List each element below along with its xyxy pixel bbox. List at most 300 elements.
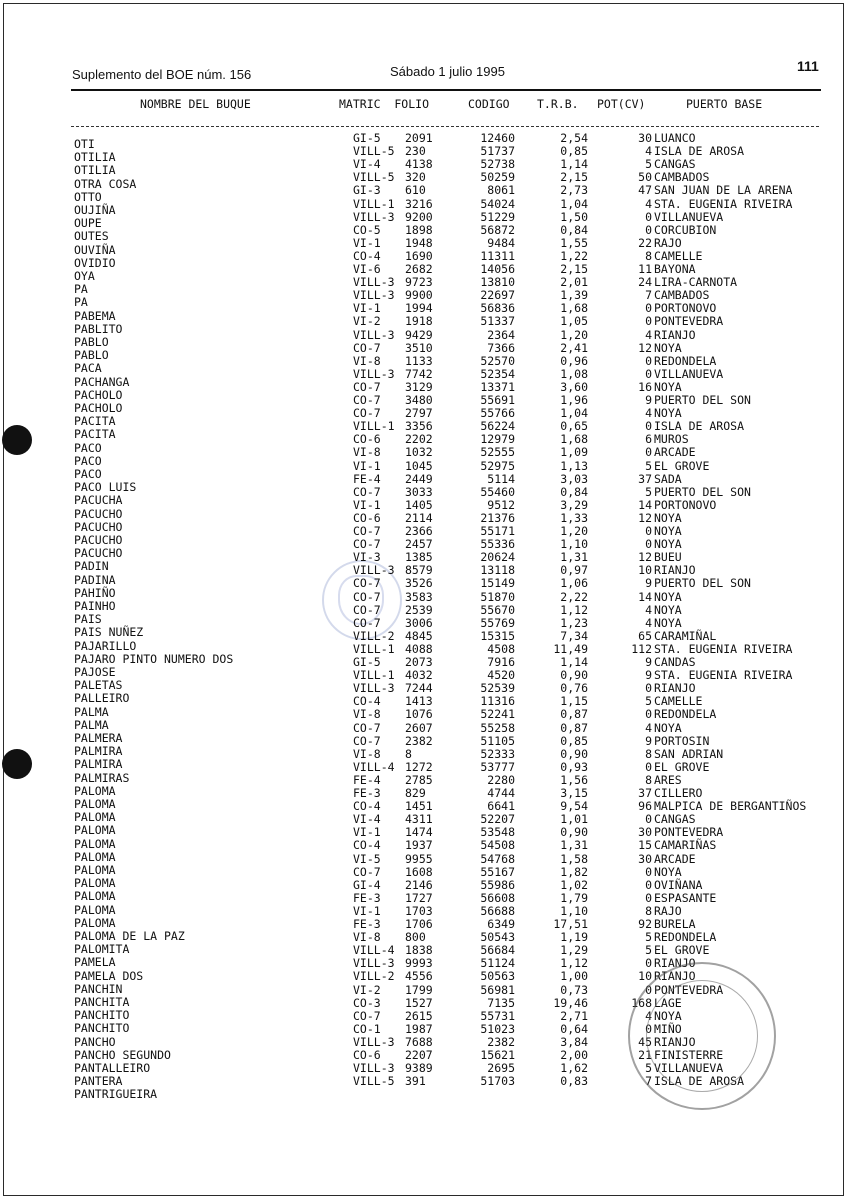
row-pot: 4 <box>645 196 652 211</box>
row-trb: 2,71 <box>560 1008 588 1023</box>
row-codigo: 20624 <box>480 550 515 565</box>
row-matric: VILL-3 <box>353 327 395 342</box>
row-pot: 0 <box>645 209 652 224</box>
row-trb: 1,05 <box>560 314 588 329</box>
row-pot: 0 <box>645 314 652 329</box>
row-matric: VILL-5 <box>353 1074 395 1089</box>
row-codigo: 53548 <box>480 825 515 840</box>
row-name: PANCHITO <box>74 1008 130 1023</box>
row-codigo: 55167 <box>480 864 515 879</box>
row-trb: 1,14 <box>560 157 588 172</box>
row-pot: 0 <box>645 890 652 905</box>
row-matric: FE-3 <box>353 917 381 931</box>
row-folio: 9389 <box>405 1061 433 1076</box>
row-matric: VI-1 <box>353 903 381 918</box>
row-name: PAJARO PINTO NUMERO DOS <box>74 651 234 666</box>
row-puerto: MALPICA DE BERGANTIÑOS <box>654 799 807 814</box>
col-header-matric-folio: MATRIC FOLIO <box>339 97 430 111</box>
row-pot: 0 <box>645 419 652 434</box>
row-folio: 1918 <box>405 314 433 329</box>
row-matric: VILL-3 <box>353 209 395 224</box>
row-pot: 4 <box>645 602 652 617</box>
row-name: PALOMA <box>74 876 116 891</box>
row-name: PAHIÑO <box>74 585 116 600</box>
row-pot: 4 <box>645 327 652 342</box>
row-trb: 1,06 <box>560 576 588 591</box>
row-folio: 1838 <box>405 943 433 958</box>
row-folio: 3006 <box>405 615 433 630</box>
row-codigo: 55731 <box>480 1008 515 1023</box>
row-pot: 0 <box>645 524 652 538</box>
row-pot: 96 <box>638 799 652 814</box>
row-pot: 12 <box>638 340 652 355</box>
row-puerto: OVIÑANA <box>654 877 703 892</box>
row-codigo: 6641 <box>487 799 515 814</box>
row-puerto: NOYA <box>654 602 682 617</box>
row-codigo: 54768 <box>480 851 515 866</box>
row-matric: VI-6 <box>353 262 381 276</box>
row-codigo: 56872 <box>480 222 515 237</box>
row-name: PANTALLEIRO <box>74 1061 151 1075</box>
row-folio: 1898 <box>405 222 433 237</box>
row-name: PALOMITA <box>74 942 130 957</box>
row-name: PACHOLO <box>74 387 123 402</box>
row-matric: CO-7 <box>353 484 381 499</box>
row-matric: VILL-3 <box>353 275 395 290</box>
row-pot: 5 <box>645 157 652 172</box>
row-puerto: CAMBADOS <box>654 170 710 185</box>
row-matric: VI-1 <box>353 825 381 840</box>
row-folio: 2146 <box>405 877 433 892</box>
row-folio: 2457 <box>405 537 433 552</box>
row-folio: 4556 <box>405 969 433 984</box>
row-folio: 800 <box>405 930 426 945</box>
row-name: PALOMA <box>74 889 116 904</box>
row-folio: 9955 <box>405 851 433 866</box>
row-pot: 12 <box>638 550 652 565</box>
row-name: PAMELA DOS <box>74 968 144 983</box>
row-matric: CO-4 <box>353 248 381 263</box>
row-codigo: 54024 <box>480 196 515 211</box>
row-folio: 2785 <box>405 772 433 787</box>
row-codigo: 56836 <box>480 301 515 316</box>
row-pot: 8 <box>645 248 652 263</box>
row-puerto: ESPASANTE <box>654 890 717 905</box>
row-matric: VILL-3 <box>353 956 395 971</box>
row-folio: 320 <box>405 170 426 185</box>
row-matric: VI-2 <box>353 982 381 997</box>
row-matric: VI-4 <box>353 157 381 172</box>
row-codigo: 51337 <box>480 314 515 329</box>
row-matric: VILL-3 <box>353 681 395 696</box>
row-name: PALOMA <box>74 863 116 877</box>
row-name: PALMIRA <box>74 757 123 772</box>
row-folio: 1799 <box>405 982 433 997</box>
row-folio: 2382 <box>405 733 433 748</box>
row-codigo: 8061 <box>487 183 515 198</box>
row-puerto: CAMELLE <box>654 248 703 263</box>
row-name: PALMERA <box>74 731 123 745</box>
row-pot: 47 <box>638 183 652 198</box>
row-name: PA <box>74 295 88 310</box>
row-puerto: BURELA <box>654 917 696 931</box>
row-trb: 1,31 <box>560 838 588 853</box>
row-trb: 1,20 <box>560 327 588 342</box>
row-name: PALOMA <box>74 915 116 930</box>
row-puerto: SAN ADRIAN <box>654 746 724 761</box>
row-pot: 7 <box>645 288 652 303</box>
row-name: PALOMA <box>74 797 116 811</box>
row-codigo: 50563 <box>480 969 515 984</box>
row-trb: 1,31 <box>560 550 588 565</box>
row-pot: 0 <box>645 445 652 460</box>
row-folio: 2091 <box>405 131 433 145</box>
row-puerto: PUERTO DEL SON <box>654 393 751 407</box>
row-pot: 50 <box>638 170 652 185</box>
row-puerto: CAMELLE <box>654 694 703 709</box>
row-pot: 45 <box>638 1034 652 1049</box>
row-trb: 9,54 <box>560 799 588 814</box>
row-matric: VILL-1 <box>353 196 395 211</box>
row-puerto: VILLANUEVA <box>654 366 724 381</box>
row-puerto: BUEU <box>654 550 682 565</box>
row-name: PALOMA <box>74 783 116 798</box>
row-matric: GI-5 <box>353 131 381 145</box>
row-trb: 1,10 <box>560 903 588 918</box>
row-trb: 1,09 <box>560 445 588 460</box>
row-trb: 0,96 <box>560 353 588 368</box>
row-puerto: PUERTO DEL SON <box>654 576 751 591</box>
row-folio: 3480 <box>405 393 433 407</box>
row-codigo: 13118 <box>480 563 515 578</box>
row-codigo: 55986 <box>480 877 515 892</box>
row-trb: 1,10 <box>560 537 588 552</box>
row-codigo: 13810 <box>480 275 515 290</box>
row-name: PALMA <box>74 717 109 732</box>
row-trb: 1,15 <box>560 694 588 709</box>
row-puerto: ARES <box>654 772 682 787</box>
row-pot: 0 <box>645 707 652 722</box>
row-codigo: 55691 <box>480 393 515 407</box>
row-pot: 112 <box>631 641 652 656</box>
row-folio: 8579 <box>405 563 433 578</box>
row-codigo: 55670 <box>480 602 515 617</box>
row-folio: 4032 <box>405 668 433 683</box>
row-puerto: VILLANUEVA <box>654 1061 724 1076</box>
row-trb: 2,22 <box>560 589 588 604</box>
row-name: PANCHO SEGUNDO <box>74 1047 171 1062</box>
row-codigo: 4744 <box>487 786 515 800</box>
row-puerto: SADA <box>654 471 682 486</box>
row-puerto: LUANCO <box>654 131 696 145</box>
row-trb: 1,29 <box>560 943 588 958</box>
row-name: PABLITO <box>74 321 123 336</box>
row-matric: CO-7 <box>353 1008 381 1023</box>
row-puerto: NOYA <box>654 1008 682 1023</box>
row-name: PALOMA <box>74 836 116 851</box>
publication-title: Suplemento del BOE núm. 156 <box>72 67 252 82</box>
row-name: OTRA COSA <box>74 176 137 191</box>
row-folio: 2682 <box>405 262 433 276</box>
row-trb: 1,04 <box>560 196 588 211</box>
row-pot: 8 <box>645 903 652 918</box>
header-dashed-rule <box>71 126 819 127</box>
row-puerto: CARAMIÑAL <box>654 628 717 643</box>
row-trb: 1,33 <box>560 510 588 525</box>
row-name: PAMELA <box>74 955 116 970</box>
row-puerto: RIANJO <box>654 956 696 971</box>
row-matric: VI-1 <box>353 301 381 316</box>
row-puerto: NOYA <box>654 379 682 394</box>
row-puerto: PORTONOVO <box>654 301 717 316</box>
row-codigo: 7916 <box>487 655 515 669</box>
row-matric: CO-5 <box>353 222 381 237</box>
row-matric: VILL-3 <box>353 563 395 578</box>
row-pot: 0 <box>645 864 652 879</box>
row-puerto: CANDAS <box>654 655 696 669</box>
row-codigo: 51229 <box>480 209 515 224</box>
row-folio: 4311 <box>405 812 433 827</box>
row-puerto: CANGAS <box>654 812 696 827</box>
row-puerto: LIRA-CARNOTA <box>654 275 738 290</box>
row-matric: VI-8 <box>353 930 381 945</box>
row-codigo: 51105 <box>480 733 515 748</box>
row-pot: 4 <box>645 144 652 159</box>
row-matric: VILL-5 <box>353 170 395 185</box>
row-puerto: RIANJO <box>654 327 696 342</box>
row-codigo: 11311 <box>480 248 515 263</box>
row-name: PAIS NUÑEZ <box>74 625 144 640</box>
row-trb: 0,90 <box>560 825 588 840</box>
row-pot: 4 <box>645 615 652 630</box>
row-codigo: 56224 <box>480 419 515 434</box>
row-folio: 1045 <box>405 458 433 473</box>
row-name: PANTRIGUEIRA <box>74 1087 158 1102</box>
row-folio: 2607 <box>405 720 433 735</box>
row-name: PALOMA <box>74 823 116 838</box>
row-codigo: 9512 <box>487 497 515 512</box>
row-pot: 12 <box>638 510 652 525</box>
row-name: PA <box>74 282 88 297</box>
row-puerto: LAGE <box>654 995 682 1010</box>
row-puerto: RIANJO <box>654 1034 696 1049</box>
row-folio: 7688 <box>405 1034 433 1049</box>
row-matric: VI-5 <box>353 851 381 866</box>
row-trb: 1,62 <box>560 1061 588 1076</box>
row-pot: 0 <box>645 956 652 971</box>
row-folio: 1703 <box>405 903 433 918</box>
row-folio: 2539 <box>405 602 433 617</box>
row-matric: VI-8 <box>353 445 381 460</box>
row-trb: 0,90 <box>560 668 588 683</box>
row-trb: 1,02 <box>560 877 588 892</box>
row-trb: 7,34 <box>560 628 588 643</box>
row-folio: 3510 <box>405 340 433 355</box>
row-pot: 8 <box>645 746 652 761</box>
row-folio: 1608 <box>405 864 433 879</box>
row-codigo: 56684 <box>480 943 515 958</box>
row-folio: 9429 <box>405 327 433 342</box>
row-matric: CO-7 <box>353 720 381 735</box>
row-matric: VILL-2 <box>353 969 395 984</box>
row-matric: CO-7 <box>353 537 381 552</box>
row-matric: CO-7 <box>353 393 381 407</box>
col-header-name: NOMBRE DEL BUQUE <box>140 97 251 111</box>
row-codigo: 52570 <box>480 353 515 368</box>
row-trb: 1,39 <box>560 288 588 303</box>
row-codigo: 52241 <box>480 707 515 722</box>
official-stamp <box>628 962 776 1110</box>
row-matric: CO-7 <box>353 576 381 591</box>
row-name: OTI <box>74 137 95 151</box>
row-puerto: RAJO <box>654 235 682 250</box>
row-folio: 1076 <box>405 707 433 722</box>
row-folio: 3129 <box>405 379 433 394</box>
row-folio: 1948 <box>405 235 433 250</box>
row-folio: 610 <box>405 183 426 198</box>
row-codigo: 15621 <box>480 1048 515 1062</box>
row-pot: 0 <box>645 366 652 381</box>
row-pot: 5 <box>645 484 652 499</box>
row-folio: 2797 <box>405 406 433 421</box>
row-name: PACO <box>74 440 102 455</box>
row-matric: CO-7 <box>353 615 381 630</box>
row-trb: 1,12 <box>560 602 588 617</box>
row-puerto: NOYA <box>654 510 682 525</box>
row-folio: 9200 <box>405 209 433 224</box>
row-name: PALMA <box>74 704 109 719</box>
row-matric: VI-8 <box>353 353 381 368</box>
row-puerto: ISLA DE AROSA <box>654 419 745 434</box>
row-puerto: ARCADE <box>654 445 696 460</box>
row-codigo: 21376 <box>480 510 515 525</box>
row-folio: 4138 <box>405 157 433 172</box>
row-puerto: NOYA <box>654 615 682 630</box>
row-pot: 22 <box>638 235 652 250</box>
row-pot: 0 <box>645 982 652 997</box>
row-name: PAJARILLO <box>74 638 137 653</box>
row-matric: CO-7 <box>353 864 381 879</box>
row-trb: 1,68 <box>560 432 588 447</box>
row-codigo: 50259 <box>480 170 515 185</box>
row-matric: CO-6 <box>353 1048 381 1062</box>
row-pot: 10 <box>638 969 652 984</box>
row-name: PALETAS <box>74 678 123 693</box>
row-folio: 829 <box>405 786 426 800</box>
row-matric: GI-3 <box>353 183 381 198</box>
row-trb: 1,13 <box>560 458 588 473</box>
row-folio: 7742 <box>405 366 433 381</box>
row-trb: 0,84 <box>560 222 588 237</box>
row-pot: 9 <box>645 733 652 748</box>
col-header-codigo: CODIGO <box>468 97 510 111</box>
row-matric: VILL-5 <box>353 144 395 159</box>
row-matric: CO-7 <box>353 379 381 394</box>
row-name: PANTERA <box>74 1074 123 1089</box>
row-pot: 0 <box>645 537 652 552</box>
row-name: PALOMA <box>74 902 116 917</box>
row-pot: 5 <box>645 1061 652 1076</box>
row-name: PACITA <box>74 427 116 442</box>
row-folio: 2073 <box>405 655 433 669</box>
row-matric: CO-6 <box>353 510 381 525</box>
row-trb: 2,54 <box>560 131 588 145</box>
row-pot: 21 <box>638 1048 652 1062</box>
row-matric: VI-4 <box>353 812 381 827</box>
row-folio: 1385 <box>405 550 433 565</box>
row-puerto: NOYA <box>654 720 682 735</box>
row-codigo: 4520 <box>487 668 515 683</box>
row-name: OTILIA <box>74 163 116 178</box>
row-matric: FE-3 <box>353 890 381 905</box>
row-trb: 1,12 <box>560 956 588 971</box>
row-trb: 1,22 <box>560 248 588 263</box>
row-pot: 30 <box>638 131 652 145</box>
row-trb: 0,83 <box>560 1074 588 1089</box>
row-matric: CO-4 <box>353 838 381 853</box>
row-name: PANCHITO <box>74 1021 130 1036</box>
row-puerto: RIANJO <box>654 563 696 578</box>
row-name: PALMIRAS <box>74 770 130 785</box>
row-name: PACO <box>74 453 102 468</box>
row-folio: 2615 <box>405 1008 433 1023</box>
row-pot: 10 <box>638 563 652 578</box>
row-folio: 1987 <box>405 1021 433 1036</box>
row-matric: CO-1 <box>353 1021 381 1036</box>
row-puerto: NOYA <box>654 340 682 355</box>
row-name: PACUCHO <box>74 519 123 534</box>
row-pot: 30 <box>638 851 652 866</box>
row-puerto: MIÑO <box>654 1021 682 1036</box>
row-codigo: 7366 <box>487 340 515 355</box>
row-folio: 3583 <box>405 589 433 604</box>
row-matric: CO-7 <box>353 524 381 538</box>
row-pot: 4 <box>645 720 652 735</box>
row-trb: 0,85 <box>560 733 588 748</box>
row-trb: 0,73 <box>560 982 588 997</box>
header-rule <box>71 89 821 91</box>
row-folio: 1527 <box>405 995 433 1010</box>
row-name: PACO LUIS <box>74 480 137 495</box>
row-codigo: 6349 <box>487 917 515 931</box>
row-folio: 9723 <box>405 275 433 290</box>
row-matric: FE-4 <box>353 471 381 486</box>
row-folio: 7244 <box>405 681 433 696</box>
row-folio: 1474 <box>405 825 433 840</box>
row-name: PANCHIN <box>74 981 123 996</box>
row-pot: 92 <box>638 917 652 931</box>
row-codigo: 9484 <box>487 235 515 250</box>
row-matric: CO-7 <box>353 589 381 604</box>
row-name: PACA <box>74 361 102 376</box>
row-trb: 1,20 <box>560 524 588 538</box>
col-header-pot: POT(CV) <box>597 97 646 111</box>
row-codigo: 5114 <box>487 471 515 486</box>
row-name: PACUCHO <box>74 533 123 547</box>
row-matric: VILL-1 <box>353 419 395 434</box>
row-matric: CO-7 <box>353 733 381 748</box>
row-pot: 0 <box>645 301 652 316</box>
row-puerto: CORCUBION <box>654 222 717 237</box>
row-codigo: 11316 <box>480 694 515 709</box>
row-name: PACITA <box>74 414 116 429</box>
row-pot: 8 <box>645 772 652 787</box>
row-codigo: 4508 <box>487 641 515 656</box>
row-pot: 37 <box>638 786 652 800</box>
row-codigo: 56688 <box>480 903 515 918</box>
row-matric: VI-1 <box>353 497 381 512</box>
row-trb: 1,19 <box>560 930 588 945</box>
